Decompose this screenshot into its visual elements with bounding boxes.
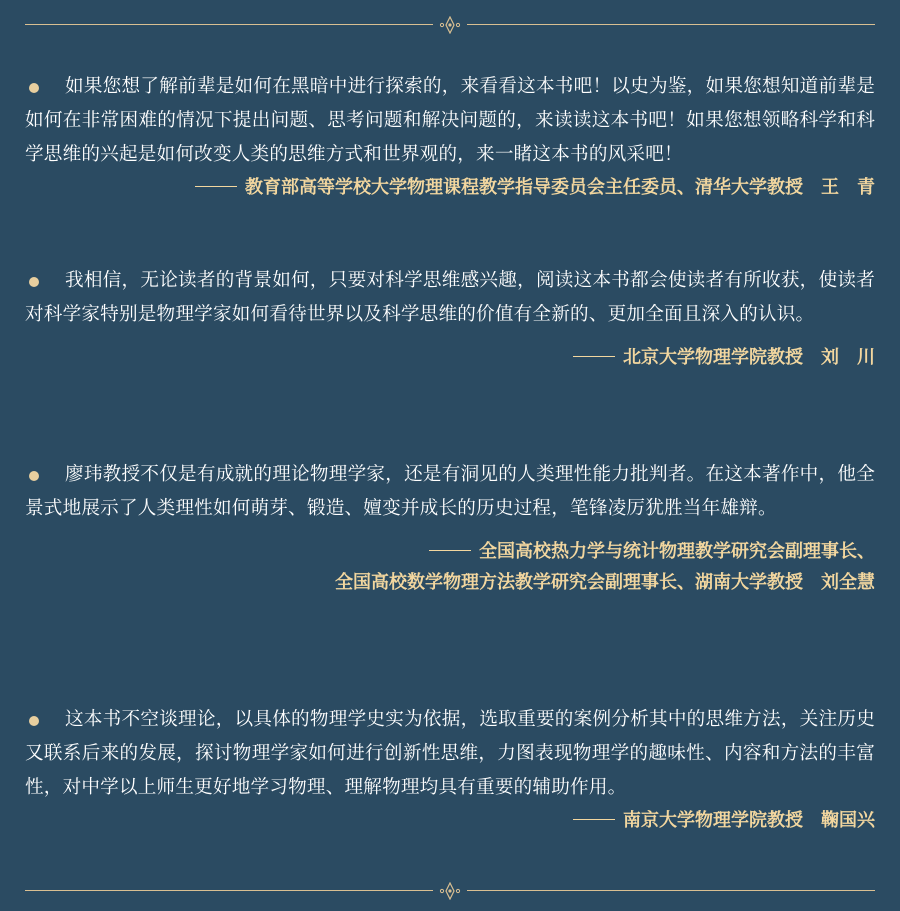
endorsement-attribution xyxy=(25,172,875,203)
em-dash-icon xyxy=(573,819,615,820)
attribution-line: 教育部高等学校大学物理课程教学指导委员会主任委员、清华大学教授 xyxy=(245,177,803,198)
endorsement-4 xyxy=(25,703,875,836)
em-dash-icon xyxy=(195,186,237,187)
em-dash-icon xyxy=(429,550,471,551)
attribution-line: 全国高校数学物理方法教学研究会副理事长、湖南大学教授 xyxy=(335,572,803,593)
endorsement-quote: 如果您想了解前辈是如何在黑暗中进行探索的，来看看这本书吧！以史为鉴，如果您想知道前辈是如何在非常困难的情况下提出问题、思考问题和解决问题的，来读读这本书吧！如果您想领略科学和科学思维的兴起是如何改变人类的思维方式和世界观的，来一睹这本书的风采吧！ xyxy=(25,76,875,165)
em-dash-icon xyxy=(573,356,615,357)
divider-line-right xyxy=(467,890,875,891)
divider-line-right xyxy=(467,24,875,25)
top-ornamental-divider xyxy=(25,16,875,34)
endorsement-quote: 这本书不空谈理论，以具体的物理学史实为依据，选取重要的案例分析其中的思维方法，关注历史又联系后来的发展，探讨物理学家如何进行创新性思维，力图表现物理学的趣味性、内容和方法的丰富性，对中学以上师生更好地学习物理、理解物理均具有重要的辅助作用。 xyxy=(25,709,875,798)
author-name: 王 青 xyxy=(821,177,875,198)
divider-line-left xyxy=(25,890,433,891)
endorsement-attribution xyxy=(25,536,875,567)
bottom-ornamental-divider xyxy=(25,882,875,900)
author-name: 鞠国兴 xyxy=(821,810,875,831)
divider-line-left xyxy=(25,24,433,25)
endorsement-attribution-continued xyxy=(25,567,875,598)
attribution-line: 北京大学物理学院教授 xyxy=(623,347,803,368)
endorsement-attribution xyxy=(25,342,875,373)
attribution-line: 全国高校热力学与统计物理教学研究会副理事长、 xyxy=(479,541,875,562)
endorsement-quote: 廖玮教授不仅是有成就的理论物理学家，还是有洞见的人类理性能力批判者。在这本著作中，他全景式地展示了人类理性如何萌芽、锻造、嬗变并成长的历史过程，笔锋凌厉犹胜当年雄辩。 xyxy=(25,464,875,519)
attribution-line: 南京大学物理学院教授 xyxy=(623,810,803,831)
endorsement-attribution xyxy=(25,805,875,836)
endorsement-quote: 我相信，无论读者的背景如何，只要对科学思维感兴趣，阅读这本书都会使读者有所收获，使读者对科学家特别是物理学家如何看待世界以及科学思维的价值有全新的、更加全面且深入的认识。 xyxy=(25,270,875,325)
diamond-ornament-icon xyxy=(438,882,462,900)
endorsement-2 xyxy=(25,264,875,373)
endorsement-1 xyxy=(25,70,875,203)
author-name: 刘全慧 xyxy=(821,572,875,593)
author-name: 刘 川 xyxy=(821,347,875,368)
endorsement-3 xyxy=(25,458,875,598)
diamond-ornament-icon xyxy=(438,16,462,34)
